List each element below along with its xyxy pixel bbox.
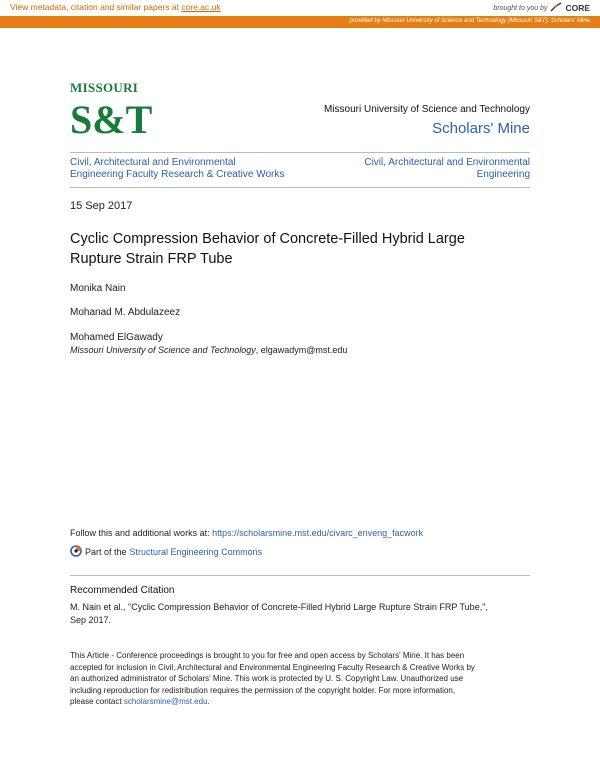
citation-line2: Sep 2017. [70, 615, 112, 625]
citation-text [70, 601, 530, 627]
paper-title-line2: Rupture Strain FRP Tube [70, 251, 233, 267]
follow-line [70, 528, 423, 538]
collection-right-line2: Engineering [476, 169, 530, 180]
contact-email-link[interactable]: scholarsmine@mst.edu [123, 697, 208, 706]
university-name: Missouri University of Science and Technology [323, 104, 530, 115]
core-provided-bar [0, 16, 600, 28]
core-view-label: View metadata, citation and similar papers at [10, 2, 182, 12]
follow-url-link[interactable]: https://scholarsmine.mst.edu/civarc_enveng_facwork [212, 528, 424, 538]
collection-left-line2: Engineering Faculty Research & Creative Works [70, 169, 285, 180]
part-of-text: Part of the [85, 547, 127, 557]
core-name[interactable]: CORE [565, 3, 590, 13]
notice-line2: accepted for inclusion in Civil, Architectural and Environmental Engineering Faculty Research & Creative Works by [70, 662, 475, 672]
author-3: Mohamed ElGawady [70, 332, 163, 343]
logo-mark-text: S&T [70, 97, 153, 142]
notice-line4: including reproduction for redistribution requires the permission of the copyright holder. For more information, [70, 685, 456, 695]
author-2: Mohanad M. Abdulazeez [70, 307, 181, 318]
recommended-citation-heading: Recommended Citation [70, 585, 175, 596]
author-3-affiliation [70, 345, 347, 355]
scholars-mine-link[interactable]: Scholars' Mine [432, 120, 530, 137]
citation-line1: M. Nain et al., "Cyclic Compression Behavior of Concrete-Filled Hybrid Large Rupture Strain FRP Tube,", [70, 602, 488, 612]
author-1: Monika Nain [70, 283, 126, 294]
structural-engineering-commons-link[interactable]: Structural Engineering Commons [129, 547, 263, 557]
logo-word: MISSOURI [70, 80, 139, 95]
brought-to-you-text: brought to you by [493, 4, 548, 12]
divider-citation [70, 575, 530, 576]
copyright-notice [70, 650, 530, 708]
part-of-line [70, 545, 262, 559]
missouri-st-logo [70, 80, 153, 142]
collection-left-line1: Civil, Architectural and Environmental [70, 157, 236, 168]
st-mark-icon [70, 97, 153, 142]
core-link[interactable]: core.ac.uk [181, 2, 221, 12]
collection-right-line1: Civil, Architectural and Environmental [364, 157, 530, 168]
divider-top [70, 152, 530, 153]
notice-line3: an authorized administrator of Scholars' Mine. This work is protected by U. S. Copyright Law. Unauthorized use [70, 674, 464, 683]
affiliation-name: Missouri University of Science and Technology [70, 345, 256, 355]
core-provided-text: provided by Missouri University of Science and Technology (Missouri S&T): Scholars' Mine [349, 18, 590, 24]
follow-text: Follow this and additional works at: [70, 528, 213, 538]
paper-date: 15 Sep 2017 [70, 200, 133, 212]
notice-line5 [70, 696, 530, 708]
core-brought-by [493, 2, 590, 14]
core-logo-icon [550, 2, 562, 14]
commons-network-icon [70, 545, 82, 559]
divider-bottom [70, 187, 530, 188]
collection-right-link[interactable] [330, 157, 530, 181]
collection-left-link[interactable] [70, 157, 310, 181]
paper-title-line1: Cyclic Compression Behavior of Concrete-Filled Hybrid Large [70, 231, 465, 247]
notice-contact-prefix: please contact [70, 697, 124, 706]
author-email: , elgawadym@mst.edu [255, 345, 348, 355]
core-banner [0, 0, 600, 14]
paper-title [70, 229, 510, 269]
notice-line1: This Article - Conference proceedings is brought to you for free and open access by Scholars' Mine. It has been [70, 651, 465, 660]
notice-contact-suffix: . [207, 697, 210, 706]
core-view-text [10, 2, 221, 12]
